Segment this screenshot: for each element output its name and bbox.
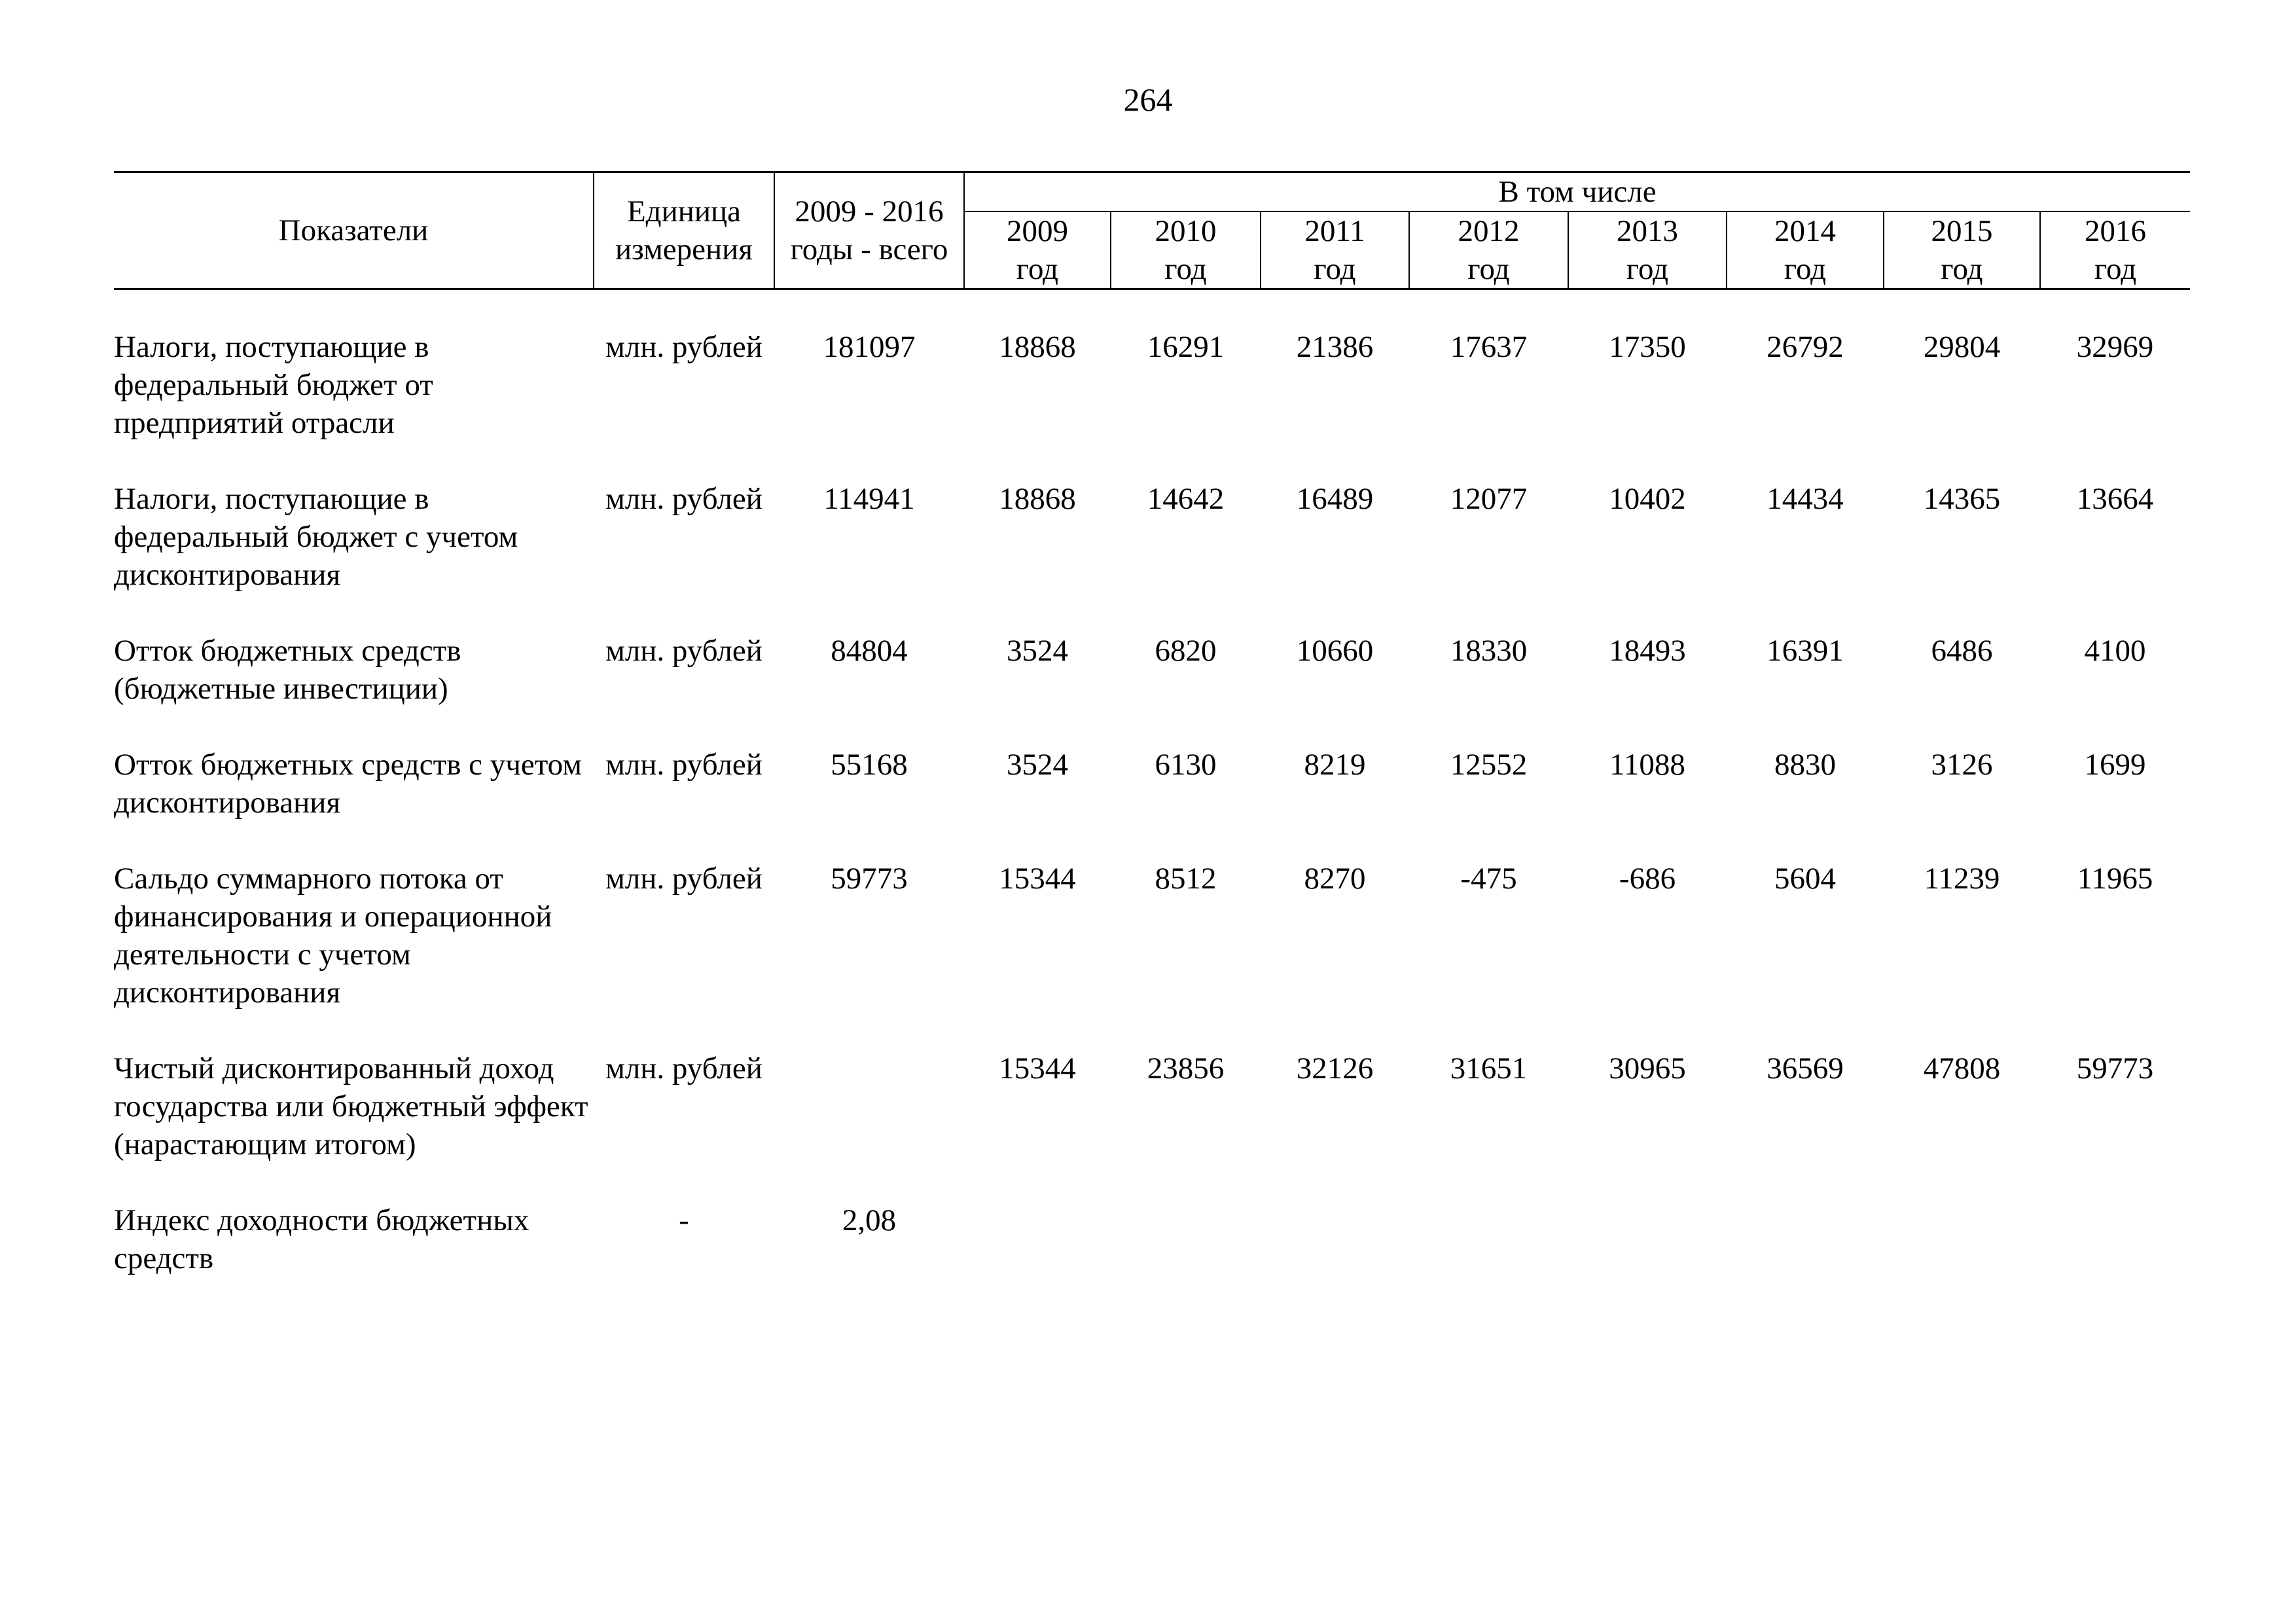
row-label: Чистый дисконтированный доход государства или бюджетный эффект (нарастающим итогом) [114, 1051, 588, 1161]
row-unit: млн. рублей [605, 330, 762, 364]
row-value: 1699 [2084, 748, 2146, 782]
row-total: 181097 [823, 330, 916, 364]
row-total [774, 1049, 964, 1201]
row-value: 18868 [999, 330, 1076, 364]
row-value: 11965 [2077, 862, 2153, 896]
row-value: 18493 [1609, 634, 1686, 668]
row-value: 59773 [2076, 1051, 2154, 1085]
row-value: 30965 [1609, 1051, 1686, 1085]
header-year-2009: 2009 год [964, 211, 1111, 289]
row-value [1727, 1201, 1884, 1277]
row-value: 16291 [1147, 330, 1225, 364]
header-year-2014: 2014 год [1727, 211, 1884, 289]
row-value: 5604 [1774, 862, 1836, 896]
row-value: 8270 [1304, 862, 1366, 896]
row-total: 84804 [831, 634, 908, 668]
row-value [1884, 1201, 2040, 1277]
page-number: 264 [1123, 81, 1173, 118]
row-unit: млн. рублей [605, 748, 762, 782]
row-value: 32969 [2076, 330, 2154, 364]
header-year-2016: 2016 год [2040, 211, 2190, 289]
row-label: Сальдо суммарного потока от финансирования и операционной деятельности с учетом дисконтирования [114, 862, 552, 1010]
row-total: 2,08 [842, 1203, 897, 1237]
header-year-2015: 2015 год [1884, 211, 2040, 289]
row-value: 36569 [1767, 1051, 1844, 1085]
row-value: 14642 [1147, 482, 1225, 516]
row-unit: млн. рублей [605, 634, 762, 668]
row-value: 14434 [1767, 482, 1844, 516]
row-value: 29804 [1923, 330, 2001, 364]
table-row [114, 746, 2190, 860]
row-value: 16489 [1296, 482, 1374, 516]
row-value: 12552 [1450, 748, 1528, 782]
header-total: 2009 - 2016 годы - всего [774, 172, 964, 289]
row-value: 11239 [1924, 862, 2000, 896]
row-value: 8512 [1155, 862, 1217, 896]
row-total: 59773 [831, 862, 908, 896]
row-value: 10402 [1609, 482, 1686, 516]
header-year-2010: 2010 год [1111, 211, 1261, 289]
row-value: 15344 [999, 1051, 1076, 1085]
row-value [1568, 1201, 1727, 1277]
table-row [114, 632, 2190, 746]
row-label: Налоги, поступающие в федеральный бюджет с учетом дисконтирования [114, 482, 518, 592]
row-value: 31651 [1450, 1051, 1528, 1085]
row-unit: - [679, 1203, 689, 1237]
row-value: 18868 [999, 482, 1076, 516]
row-total: 114941 [823, 482, 915, 516]
row-unit: млн. рублей [605, 862, 762, 896]
table-row [114, 1201, 2190, 1277]
row-value: 23856 [1147, 1051, 1225, 1085]
budget-efficiency-table [114, 171, 2190, 1277]
table-row [114, 1049, 2190, 1201]
row-value [1111, 1201, 1261, 1277]
row-label: Налоги, поступающие в федеральный бюджет от предприятий отрасли [114, 330, 433, 440]
row-value: 4100 [2084, 634, 2146, 668]
row-value: -686 [1619, 862, 1676, 896]
table-row [114, 480, 2190, 632]
table-row [114, 860, 2190, 1049]
row-value: 8219 [1304, 748, 1366, 782]
row-value: 21386 [1296, 330, 1374, 364]
table-row [114, 328, 2190, 480]
row-label: Отток бюджетных средств с учетом дисконтирования [114, 748, 583, 820]
row-label: Отток бюджетных средств (бюджетные инвестиции) [114, 634, 461, 706]
row-value: 6486 [1931, 634, 1993, 668]
row-value: 15344 [999, 862, 1076, 896]
row-value: 3524 [1007, 634, 1068, 668]
row-value: 17637 [1450, 330, 1528, 364]
header-year-2012: 2012 год [1409, 211, 1568, 289]
header-group: В том числе [964, 172, 2190, 212]
row-total: 55168 [831, 748, 908, 782]
row-value [1261, 1201, 1409, 1277]
row-value: 6130 [1155, 748, 1217, 782]
row-value [1409, 1201, 1568, 1277]
row-value [2040, 1201, 2190, 1277]
row-value: 10660 [1296, 634, 1374, 668]
row-value: 12077 [1450, 482, 1528, 516]
row-value: 11088 [1609, 748, 1685, 782]
row-value: 32126 [1296, 1051, 1374, 1085]
row-value: 3126 [1931, 748, 1993, 782]
row-value: 3524 [1007, 748, 1068, 782]
row-value: 8830 [1774, 748, 1836, 782]
header-indicator: Показатели [114, 172, 594, 289]
row-value: -475 [1460, 862, 1517, 896]
row-value: 13664 [2076, 482, 2154, 516]
header-unit: Единица измерения [594, 172, 774, 289]
header-year-2011: 2011 год [1261, 211, 1409, 289]
row-value: 14365 [1923, 482, 2001, 516]
row-value: 26792 [1767, 330, 1844, 364]
row-unit: млн. рублей [605, 482, 762, 516]
row-value: 47808 [1923, 1051, 2001, 1085]
row-value: 6820 [1155, 634, 1217, 668]
row-value: 17350 [1609, 330, 1686, 364]
header-year-2013: 2013 год [1568, 211, 1727, 289]
row-unit: млн. рублей [605, 1051, 762, 1085]
row-value: 16391 [1767, 634, 1844, 668]
row-value: 18330 [1450, 634, 1528, 668]
row-value [964, 1201, 1111, 1277]
row-label: Индекс доходности бюджетных средств [114, 1203, 529, 1275]
